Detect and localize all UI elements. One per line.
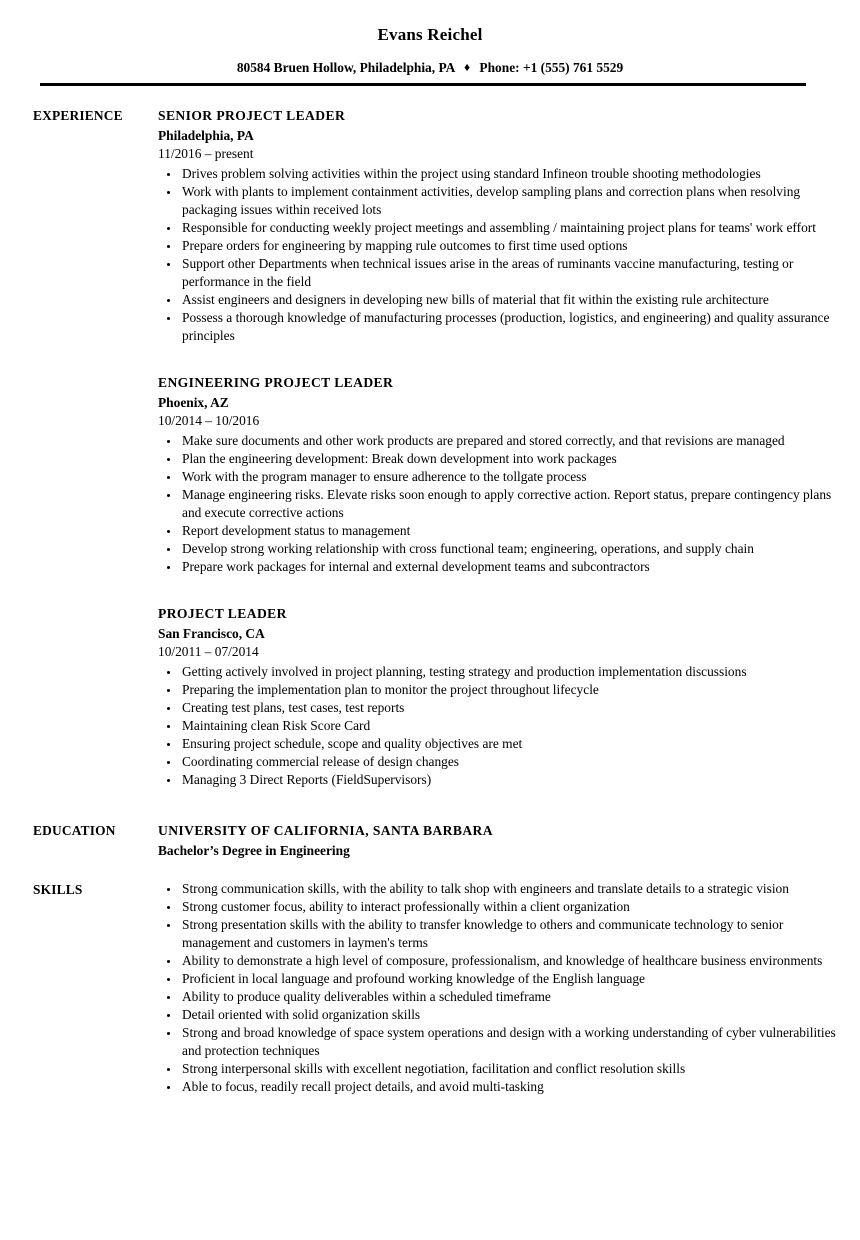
bullet-item: • Coordinating commercial release of design changes: [180, 753, 848, 771]
skills-bullet-list: [158, 880, 848, 1096]
bullet-item: • Support other Departments when technical issues arise in the areas of ruminants vaccine manufacturing, testing or performance in the field: [180, 255, 848, 291]
bullet-item: • Prepare work packages for internal and external development teams and subcontractors: [180, 558, 848, 576]
bullet-item: • Make sure documents and other work products are prepared and stored correctly, and that revisions are managed: [180, 432, 848, 450]
bullet-item: • Plan the engineering development: Break down development into work packages: [180, 450, 848, 468]
phone-text: Phone: +1 (555) 761 5529: [479, 60, 624, 75]
job-title: ENGINEERING PROJECT LEADER: [158, 375, 394, 390]
contact-line: [0, 59, 860, 76]
candidate-name: Evans Reichel: [377, 25, 483, 44]
bullet-item: • Strong and broad knowledge of space system operations and design with a working understanding of cyber vulnerabilities and protection techniques: [180, 1024, 848, 1060]
bullet-item: • Assist engineers and designers in developing new bills of material that fit within the existing rule architecture: [180, 291, 848, 309]
job-location: Philadelphia, PA: [158, 128, 254, 143]
section-label-education: EDUCATION: [33, 823, 116, 838]
education-school: UNIVERSITY OF CALIFORNIA, SANTA BARBARA: [158, 823, 493, 838]
education-section: [0, 821, 860, 861]
job-bullet-list: [158, 165, 848, 345]
bullet-item: • Drives problem solving activities within the project using standard Infineon trouble shooting methodologies: [180, 165, 848, 183]
bullet-item: • Work with plants to implement containment activities, develop sampling plans and correction plans when resolving packaging issues within received lots: [180, 183, 848, 219]
job-dates: 10/2014 – 10/2016: [158, 413, 260, 428]
bullet-item: • Ensuring project schedule, scope and quality objectives are met: [180, 735, 848, 753]
job-dates: 11/2016 – present: [158, 146, 254, 161]
bullet-item: • Managing 3 Direct Reports (FieldSupervisors): [180, 771, 848, 789]
job-bullet-list: [158, 432, 848, 576]
bullet-item: • Detail oriented with solid organization skills: [180, 1006, 848, 1024]
bullet-item: • Creating test plans, test cases, test reports: [180, 699, 848, 717]
bullet-item: • Strong presentation skills with the ability to transfer knowledge to others and communicate technology to senior management and customers in laymen's terms: [180, 916, 848, 952]
bullet-item: • Ability to demonstrate a high level of composure, professionalism, and knowledge of healthcare business environments: [180, 952, 848, 970]
education-content: [158, 821, 848, 861]
bullet-item: • Manage engineering risks. Elevate risks soon enough to apply corrective action. Report status, prepare contingency plans and execute corrective actions: [180, 486, 848, 522]
job-entry: [158, 373, 848, 576]
bullet-item: • Strong customer focus, ability to interact professionally within a client organization: [180, 898, 848, 916]
resume-header: [0, 24, 860, 86]
job-location: San Francisco, CA: [158, 626, 265, 641]
job-bullet-list: [158, 663, 848, 789]
diamond-icon: ♦: [463, 60, 471, 74]
bullet-item: • Ability to produce quality deliverables within a scheduled timeframe: [180, 988, 848, 1006]
bullet-item: • Work with the program manager to ensure adherence to the tollgate process: [180, 468, 848, 486]
bullet-item: • Responsible for conducting weekly project meetings and assembling / maintaining project plans for teams' work effort: [180, 219, 848, 237]
address-text: 80584 Bruen Hollow, Philadelphia, PA: [236, 60, 455, 75]
bullet-item: • Develop strong working relationship with cross functional team; engineering, operations, and supply chain: [180, 540, 848, 558]
experience-section: [0, 106, 860, 821]
experience-content: [158, 106, 848, 821]
education-degree: Bachelor’s Degree in Engineering: [158, 843, 350, 858]
job-dates: 10/2011 – 07/2014: [158, 644, 259, 659]
bullet-item: • Proficient in local language and profound working knowledge of the English language: [180, 970, 848, 988]
job-title: PROJECT LEADER: [158, 606, 287, 621]
job-location: Phoenix, AZ: [158, 395, 229, 410]
bullet-item: • Possess a thorough knowledge of manufacturing processes (production, logistics, and engineering) and quality assurance principles: [180, 309, 848, 345]
resume-body: [0, 106, 860, 1096]
bullet-item: • Getting actively involved in project planning, testing strategy and production implementation discussions: [180, 663, 848, 681]
section-label-experience: EXPERIENCE: [33, 108, 123, 123]
bullet-item: • Report development status to management: [180, 522, 848, 540]
bullet-item: • Maintaining clean Risk Score Card: [180, 717, 848, 735]
bullet-item: • Preparing the implementation plan to monitor the project throughout lifecycle: [180, 681, 848, 699]
bullet-item: • Prepare orders for engineering by mapping rule outcomes to first time used options: [180, 237, 848, 255]
job-entry: [158, 604, 848, 789]
skills-content: [158, 880, 848, 1096]
job-title: SENIOR PROJECT LEADER: [158, 108, 346, 123]
bullet-item: • Strong communication skills, with the ability to talk shop with engineers and translate details to a strategic vision: [180, 880, 848, 898]
skills-section: [0, 880, 860, 1096]
job-entry: [158, 106, 848, 345]
header-divider: [40, 83, 806, 86]
bullet-item: • Strong interpersonal skills with excellent negotiation, facilitation and conflict resolution skills: [180, 1060, 848, 1078]
section-label-skills: SKILLS: [33, 882, 83, 897]
bullet-item: • Able to focus, readily recall project details, and avoid multi-tasking: [180, 1078, 848, 1096]
